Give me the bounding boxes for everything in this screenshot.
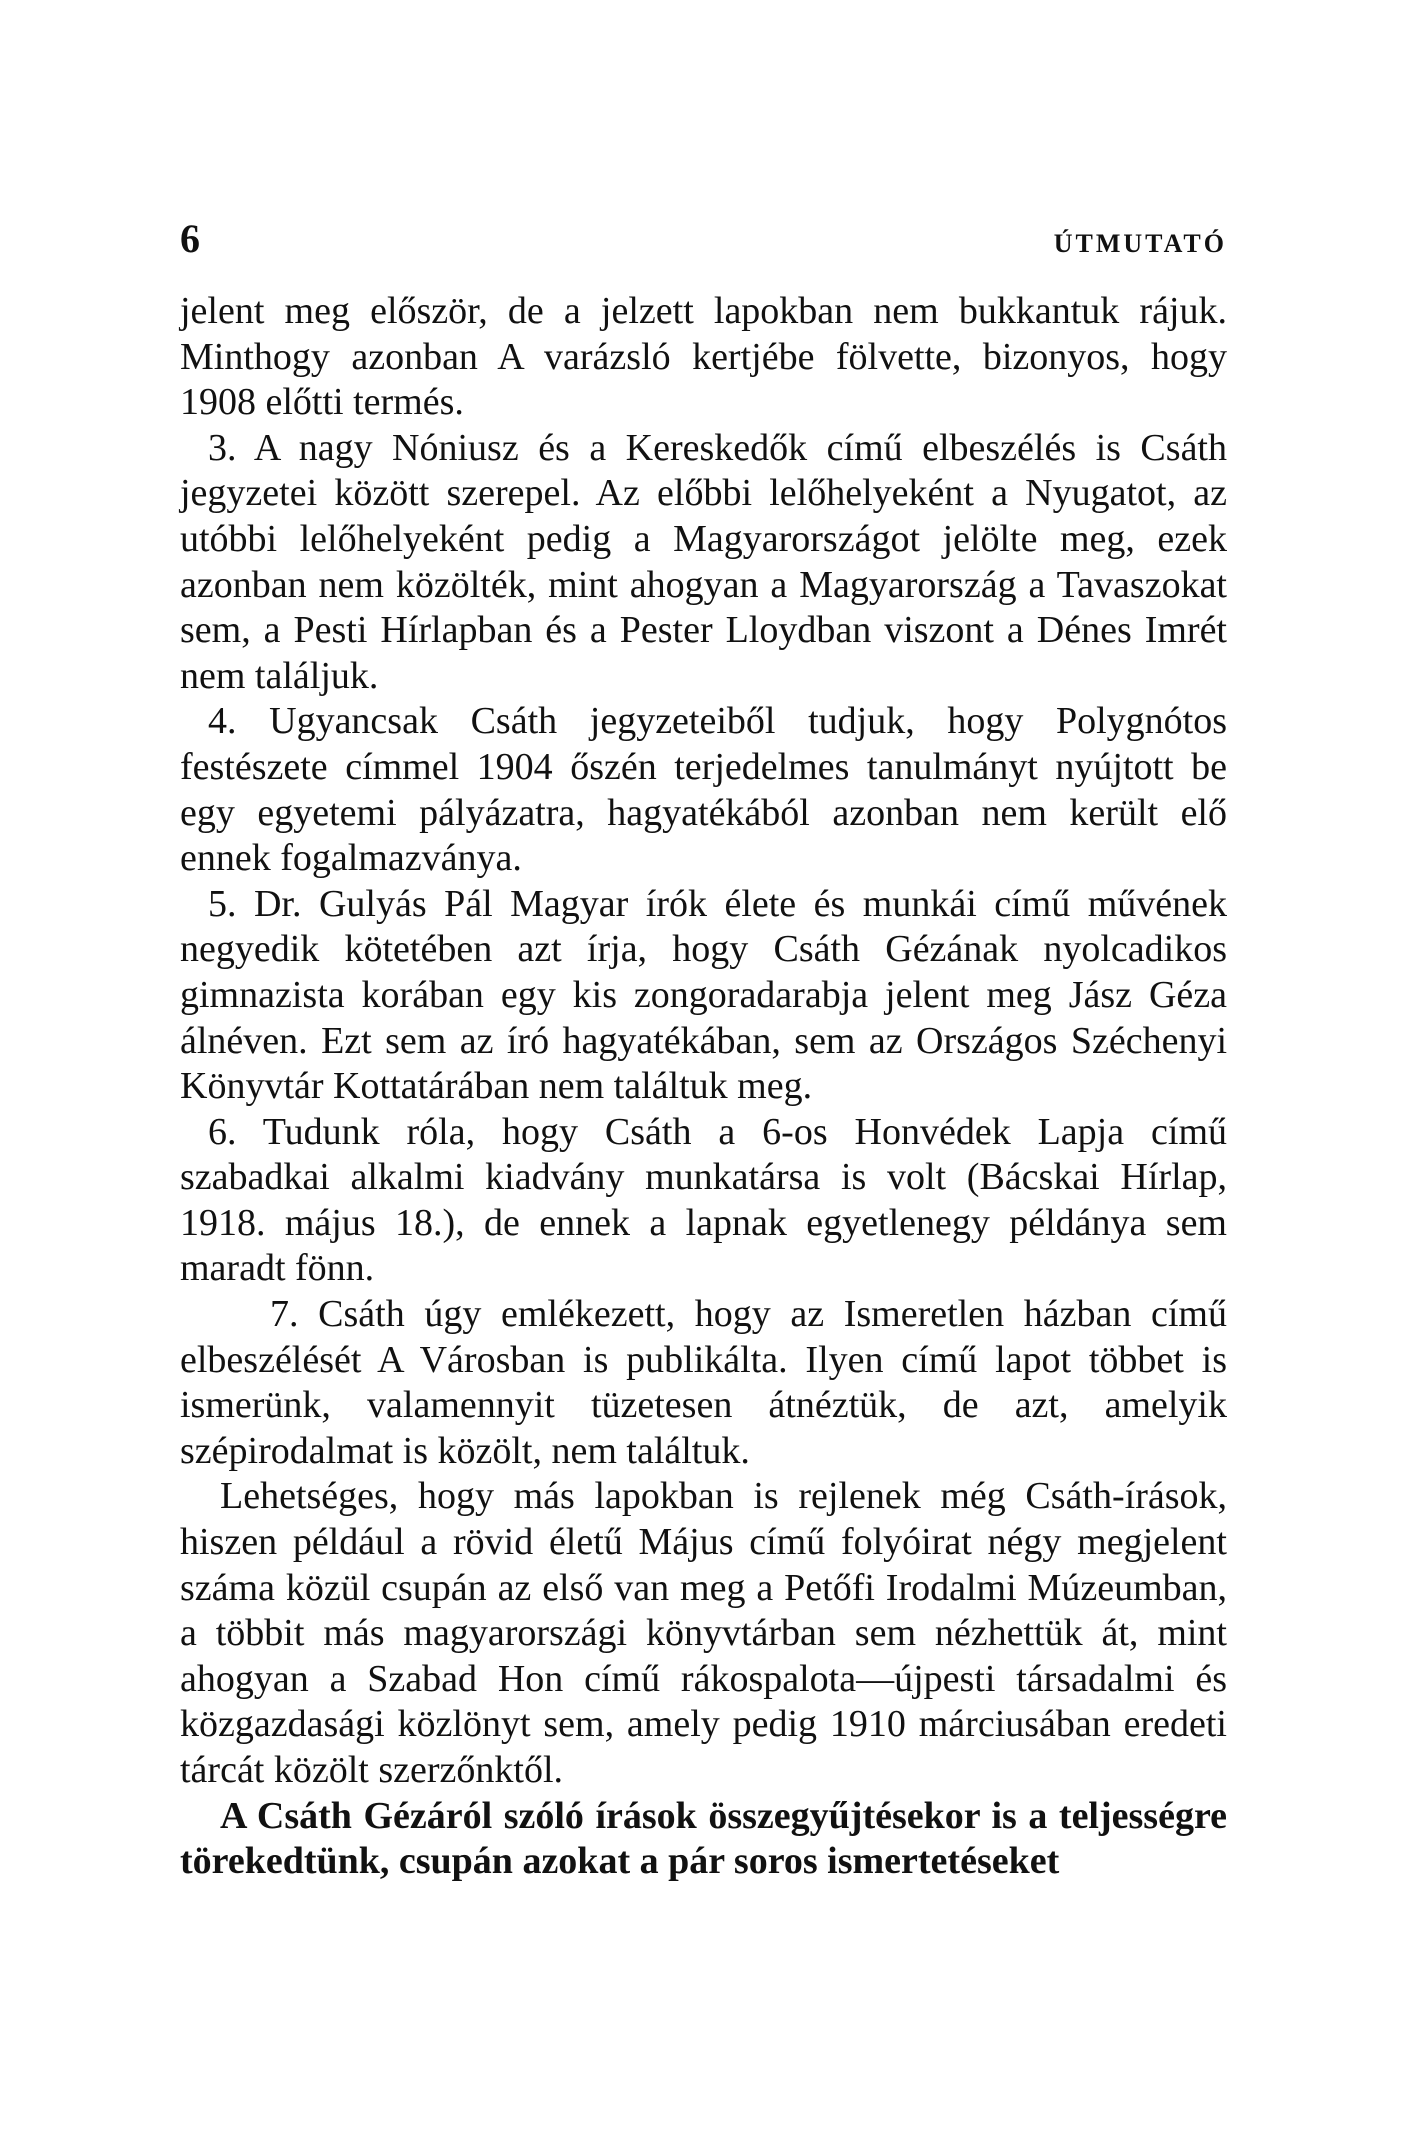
running-head [180,215,1227,275]
running-title: ÚTMUTATÓ [1053,229,1227,258]
body-text [180,289,1227,1885]
book-page [180,215,1227,1885]
paragraph-note-4: 4. Ugyancsak Csáth jegyzeteiből tudjuk, hogy Polygnótos festészete címmel 1904 őszén terjedelmes tanulmányt nyújtott be egy egyetemi pályázatra, hagyatékából azonban nem került elő ennek fogalmazványa. [180,700,1227,880]
paragraph-other-sources: Lehetséges, hogy más lapokban is rejlenek még Csáth-írások, hiszen például a rövid életű Május című folyóirat négy megjelent száma közül csupán az első van meg a Petőfi Irodalmi Múzeumban, a többit más magyarországi könyvtárban sem nézhettük át, mint ahogyan a Szabad Hon című rákospalota—újpesti társadalmi és közgazdasági közlönyt sem, amely pedig 1910 márciusában eredeti tárcát közölt szerzőnktől. [180,1475,1227,1791]
paragraph-continuation: jelent meg először, de a jelzett lapokban nem bukkantuk rájuk. Minthogy azonban A varázsló kertjébe fölvette, bizonyos, hogy 1908 előtti termés. [180,290,1227,424]
paragraph-collection: A Csáth Gézáról szóló írások összegyűjtésekor is a teljességre törekedtünk, csupán azokat a pár soros ismertetéseket [180,1794,1227,1883]
paragraph-note-5: 5. Dr. Gulyás Pál Magyar írók élete és munkái című művének negyedik kötetében azt írja, hogy Csáth Gézának nyolcadikos gimnazista korában egy kis zongoradarabja jelent meg Jász Géza álnéven. Ezt sem az író hagyatékában, sem az Országos Széchenyi Könyvtár Kottatárában nem találtuk meg. [180,882,1227,1108]
paragraph-note-3: 3. A nagy Nóniusz és a Kereskedők című elbeszélés is Csáth jegyzetei között szerepel. Az előbbi lelőhelyeként a Nyugatot, az utóbbi lelőhelyeként pedig a Magyarországot jelölte meg, ezek azonban nem közölték, mint ahogyan a Magyarország a Tavaszokat sem, a Pesti Hírlapban és a Pester Lloydban viszont a Dénes Imrét nem találjuk. [180,426,1227,697]
paragraph-note-6: 6. Tudunk róla, hogy Csáth a 6-os Honvédek Lapja című szabadkai alkalmi kiadvány munkatársa is volt (Bácskai Hírlap, 1918. május 18.), de ennek a lapnak egyetlenegy példánya sem maradt fönn. [180,1110,1227,1290]
page-number: 6 [180,216,200,261]
paragraph-note-7: 7. Csáth úgy emlékezett, hogy az Ismeretlen házban című elbeszélését A Városban is publikálta. Ilyen című lapot többet is ismerünk, valamennyit tüzetesen átnéztük, de azt, amelyik szépirodalmat is közölt, nem találtuk. [180,1293,1227,1472]
